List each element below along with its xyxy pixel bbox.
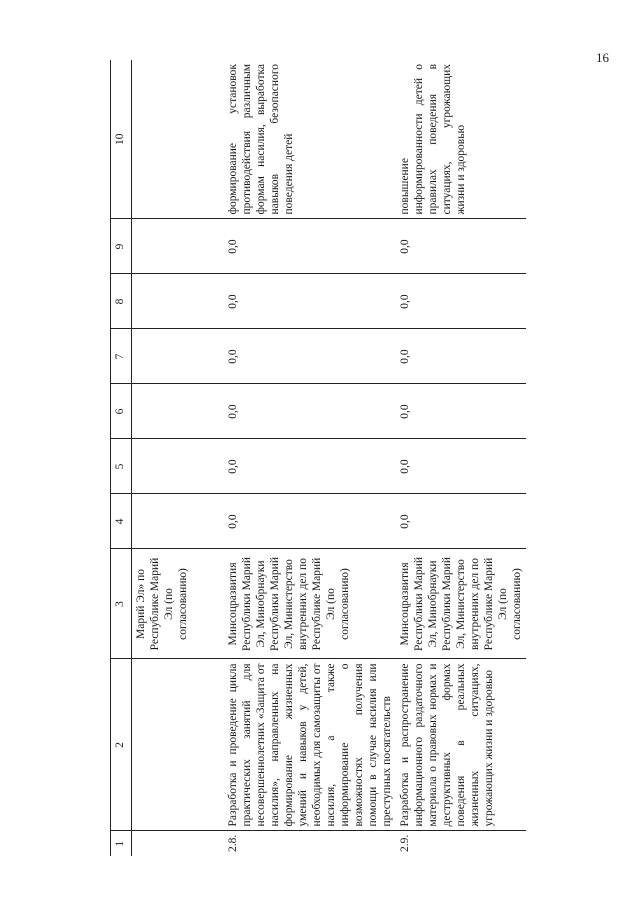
cont-val-9 [132, 219, 225, 274]
column-number-header [111, 60, 132, 856]
row-number: 2.9. [399, 834, 412, 852]
value-cell: 0,0 [224, 329, 396, 384]
value-cell: 0,0 [224, 274, 396, 329]
cont-val-8 [132, 274, 225, 329]
value-cell: 0,0 [396, 274, 526, 329]
page-number: 16 [596, 50, 609, 65]
cont-val-5 [132, 439, 225, 494]
continuation-row [132, 60, 225, 856]
executor-cell: Минсоцразвития Республики Марий Эл, Минобрнауки Республики Марий Эл, Министерство внутренних дел по Республике Марий Эл (по согласованию) [396, 549, 526, 659]
activities-table [110, 60, 526, 856]
value-cell: 0,0 [224, 219, 396, 274]
header-col-2: 2 [111, 659, 132, 831]
activity-cell: Разработка и проведение цикла практических занятий для несовершеннолетних «Защита от насилия», направленных на формирование жизненных умений и навыков у детей, необходимых для самозащиты от насилия, а также информирование о возможностях получения помощи в случае насилия или преступных посягательств [224, 659, 396, 831]
value-cell: 0,0 [224, 384, 396, 439]
value-cell: 0,0 [396, 439, 526, 494]
activity-cell: Разработка и распространение информационного раздаточного материала о правовых нормах и деструктивных формах поведения в реальных жизненных ситуациях, угрожающих жизни и здоровью [396, 659, 526, 831]
header-col-5: 5 [111, 439, 132, 494]
table-row [224, 60, 396, 856]
header-col-10: 10 [111, 60, 132, 219]
cont-val-7 [132, 329, 225, 384]
table-row [396, 60, 526, 856]
cont-val-6 [132, 384, 225, 439]
cont-val-4 [132, 494, 225, 549]
header-col-9: 9 [111, 219, 132, 274]
value-cell: 0,0 [396, 219, 526, 274]
value-cell: 0,0 [396, 494, 526, 549]
cont-executor: Марий Эл» по Республике Марий Эл (по согласованию) [132, 549, 225, 659]
value-cell: 0,0 [224, 494, 396, 549]
header-col-7: 7 [111, 329, 132, 384]
result-cell: формирование установок противодействия различным формам насилия, выработка навыков безопасного поведения детей [224, 60, 396, 219]
value-cell: 0,0 [224, 439, 396, 494]
cont-num [132, 831, 225, 856]
rotated-table-container [110, 60, 626, 856]
header-col-1: 1 [111, 831, 132, 856]
executor-cell: Минсоцразвития Республики Марий Эл, Минобрнауки Республики Марий Эл, Министерство внутренних дел по Республике Марий Эл (по согласованию) [224, 549, 396, 659]
result-cell: повышение информированности детей о правилах поведения в ситуациях, угрожающих жизни и здоровью [396, 60, 526, 219]
header-col-8: 8 [111, 274, 132, 329]
value-cell: 0,0 [396, 329, 526, 384]
row-number: 2.8. [227, 834, 239, 852]
cont-activity [132, 659, 225, 831]
cont-result [132, 60, 225, 219]
value-cell: 0,0 [396, 384, 526, 439]
header-col-4: 4 [111, 494, 132, 549]
header-col-3: 3 [111, 549, 132, 659]
header-col-6: 6 [111, 384, 132, 439]
